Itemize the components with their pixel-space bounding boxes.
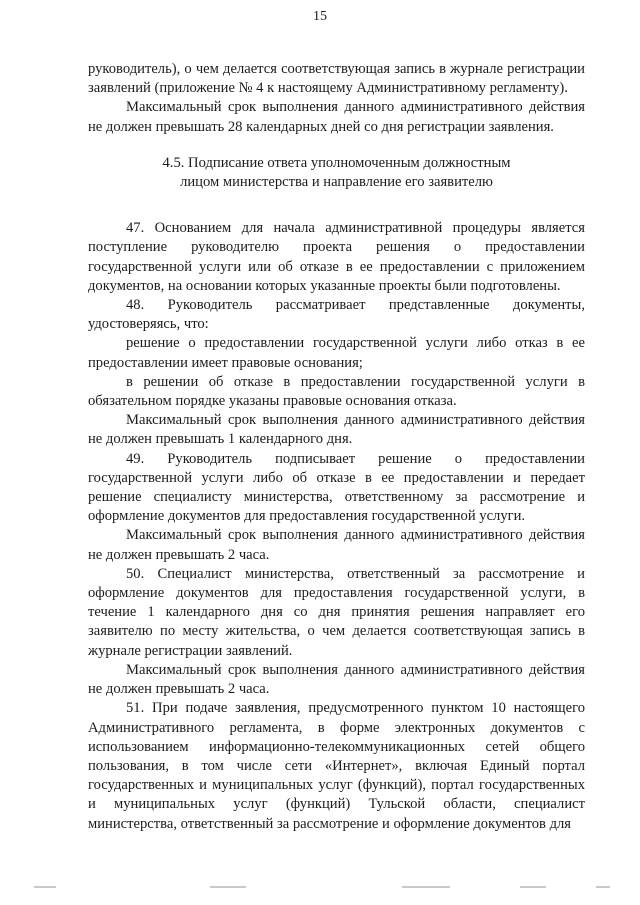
paragraph-continuation: руководитель), о чем делается соответствующая запись в журнале регистрации заявлений (приложение № 4 к настоящему Административному регламенту). [88,61,585,97]
scan-artifact [210,886,246,888]
paragraph-50-deadline: Максимальный срок выполнения данного административного действия не должен превышать 2 часа. [88,661,585,698]
scan-artifact [34,886,56,888]
paragraph-51: 51. При подаче заявления, предусмотренного пунктом 10 настоящего Административного регламента, в форме электронных документов с использованием информационно-телекоммуникационных сетей общего пользования, в том числе сети «Интернет», включая Единый портал государственных и муниципальных услуг (функций), портал государственных и муниципальных услуг (функций) Тульской области, специалист министерства, ответственный за рассмотрение и оформление документов для [88,700,585,832]
paragraph-48-condition-b: в решении об отказе в предоставлении государственной услуги в обязательном порядке указаны правовые основания отказа. [88,373,585,410]
paragraph-50: 50. Специалист министерства, ответственный за рассмотрение и оформление документов для предоставления государственной услуги, в течение 1 календарного дня со дня принятия решения направляет его заявителю по месту жительства, о чем делается соответствующая запись в журнале регистрации заявлений. [88,565,585,659]
page-number: 15 [313,9,327,24]
section-heading-line-2: лицом министерства и направление его заявителю [180,174,493,191]
paragraph-49-deadline: Максимальный срок выполнения данного административного действия не должен превышать 2 часа. [88,527,585,563]
section-heading-line-1: 4.5. Подписание ответа уполномоченным должностным [162,154,511,171]
paragraph-48-condition-a: решение о предоставлении государственной услуги либо отказ в ее предоставлении имеет правовые основания; [88,335,585,371]
scan-artifact [402,886,450,888]
scan-artifact [520,886,546,888]
section-heading-4-5 [88,154,585,192]
document-body [88,60,585,834]
paragraph-48-deadline: Максимальный срок выполнения данного административного действия не должен превышать 1 календарного дня. [88,412,585,448]
paragraph-47: 47. Основанием для начала административной процедуры является поступление руководителю проекта решения о предоставлении государственной услуги или об отказе в ее предоставлении с приложением документов, на основании которых указанные проекты были подготовлены. [88,220,585,294]
paragraph-deadline-28-days: Максимальный срок выполнения данного административного действия не должен превышать 28 календарных дней со дня регистрации заявления. [88,99,585,135]
paragraph-49: 49. Руководитель подписывает решение о предоставлении государственной услуги либо об отказе в ее предоставлении и передает решение специалисту министерства, ответственному за рассмотрение и оформление документов для предоставления государственной услуги. [88,450,585,525]
paragraph-48: 48. Руководитель рассматривает представленные документы, удостоверяясь, что: [88,297,585,333]
scan-artifact [596,886,610,888]
